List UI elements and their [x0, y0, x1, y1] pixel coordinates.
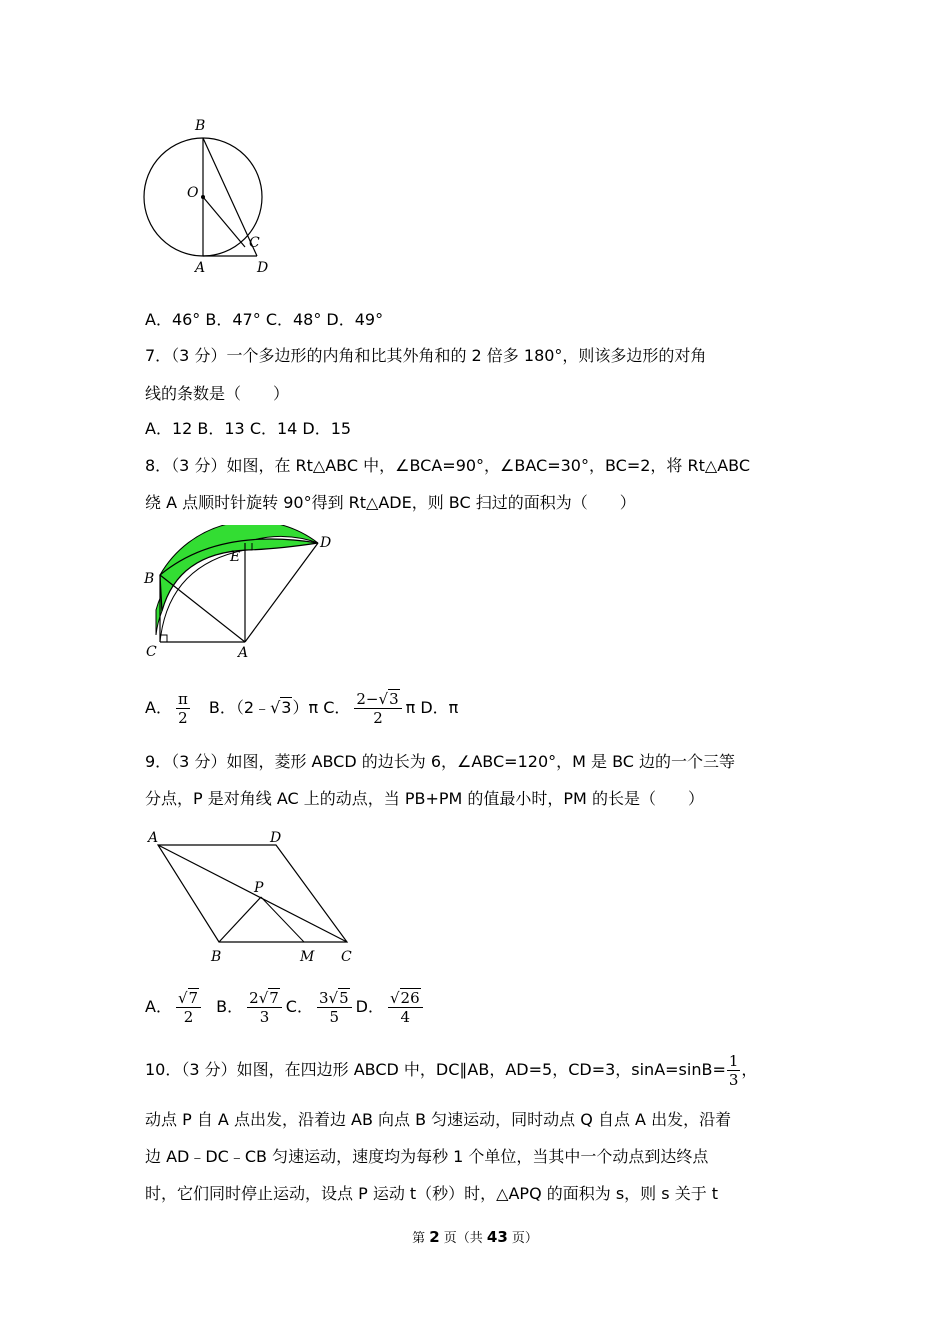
q7-options: A．12 B．13 C．14 D．15 [145, 419, 352, 438]
q7-line1: 7．（3 分）一个多边形的内角和比其外角和的 2 倍多 180°，则该多边形的对角 [145, 346, 707, 365]
q10-line2: 动点 P 自 A 点出发，沿着边 AB 向点 B 匀速运动，同时动点 Q 自点 A 出发，沿着 [145, 1110, 732, 1129]
rhombus-figure [140, 825, 365, 970]
q10-sin-fraction: $\frac{1}{3}$ [728, 1052, 739, 1089]
page-footer [0, 1227, 950, 1246]
q6-options: A．46° B．47° C．48° D．49° [145, 310, 384, 329]
label-b: B [195, 118, 206, 134]
center-dot [201, 195, 205, 199]
q9-option-c-fraction: $\frac{3√5}{5}$ [317, 989, 352, 1026]
segment-pm [261, 897, 304, 942]
q9-option-a-fraction: $\frac{√7}{2}$ [176, 989, 201, 1026]
segment-ba [160, 575, 245, 642]
q9-option-c-prefix: C． [285, 997, 313, 1016]
circle-figure [135, 115, 285, 285]
rotation-figure [138, 525, 348, 665]
footer-total-pages: 43 [486, 1228, 508, 1246]
q8-option-b-sqrt: √3 [270, 698, 292, 717]
footer-middle: 页（共 [439, 1231, 487, 1246]
q9-option-a-prefix: A． [145, 997, 172, 1016]
label-e: E [230, 549, 241, 565]
q8-option-b-suffix: ）π C． [292, 698, 351, 717]
q8-line2: 绕 A 点顺时针旋转 90°得到 Rt△ADE，则 BC 扫过的面积为（ ） [145, 493, 636, 512]
label-c: C [341, 949, 352, 965]
q8-option-a-fraction: $\frac{\pi}{2}$ [177, 690, 188, 727]
q9-option-b-prefix: B． [216, 997, 244, 1016]
label-a: A [148, 830, 159, 846]
label-m: M [300, 949, 315, 965]
footer-prefix: 第 [412, 1231, 430, 1246]
q9-option-d-fraction: $\frac{√26}{4}$ [388, 989, 423, 1026]
label-p: P [254, 880, 264, 896]
q10-line1-text: 10．（3 分）如图，在四边形 ABCD 中，DC∥AB，AD=5，CD=3，sinA=sinB= [145, 1060, 726, 1079]
q9-options [145, 985, 427, 1029]
label-d: D [257, 260, 269, 276]
segment-pb [219, 897, 261, 942]
q10-line3: 边 AD﹣DC﹣CB 匀速运动，速度均为每秒 1 个单位，当其中一个动点到达终点 [145, 1147, 709, 1166]
q8-line1: 8．（3 分）如图，在 Rt△ABC 中，∠BCA=90°，∠BAC=30°，BC=2，将 Rt△ABC [145, 456, 751, 475]
q10-line1 [145, 1048, 757, 1092]
diagonal-ac [158, 845, 347, 942]
q8-option-a-prefix: A． [145, 698, 172, 717]
q10-line4: 时，它们同时停止运动，设点 P 运动 t（秒）时，△APQ 的面积为 s，则 s 关于 t [145, 1184, 719, 1203]
q8-option-b-text: B．（2﹣ [208, 698, 271, 717]
footer-page-number: 2 [429, 1228, 440, 1246]
segment-ad [245, 543, 318, 642]
q10-line1-end: ， [741, 1060, 758, 1079]
label-d: D [270, 830, 282, 846]
label-a: A [195, 260, 206, 276]
label-b: B [211, 949, 222, 965]
label-o: O [187, 185, 199, 201]
q7-line2: 线的条数是（ ） [145, 384, 290, 403]
segment-oc [203, 197, 245, 247]
label-d: D [320, 535, 332, 551]
label-b: B [144, 571, 155, 587]
q9-line2: 分点，P 是对角线 AC 上的动点，当 PB+PM 的值最小时，PM 的长是（ ） [145, 789, 704, 808]
footer-suffix: 页） [507, 1231, 538, 1246]
label-c: C [146, 644, 157, 660]
q9-option-b-fraction: $\frac{2√7}{3}$ [247, 989, 282, 1026]
label-c: C [249, 235, 260, 251]
label-a: A [238, 645, 249, 661]
q8-option-c-fraction: $\frac{2-√3}{2}$ [354, 690, 401, 727]
q9-option-d-prefix: D． [355, 997, 384, 1016]
q8-options [145, 688, 458, 728]
q8-option-c-suffix: π D．π [405, 698, 459, 717]
q9-line1: 9．（3 分）如图，菱形 ABCD 的边长为 6，∠ABC=120°，M 是 BC 边的一个三等 [145, 752, 736, 771]
